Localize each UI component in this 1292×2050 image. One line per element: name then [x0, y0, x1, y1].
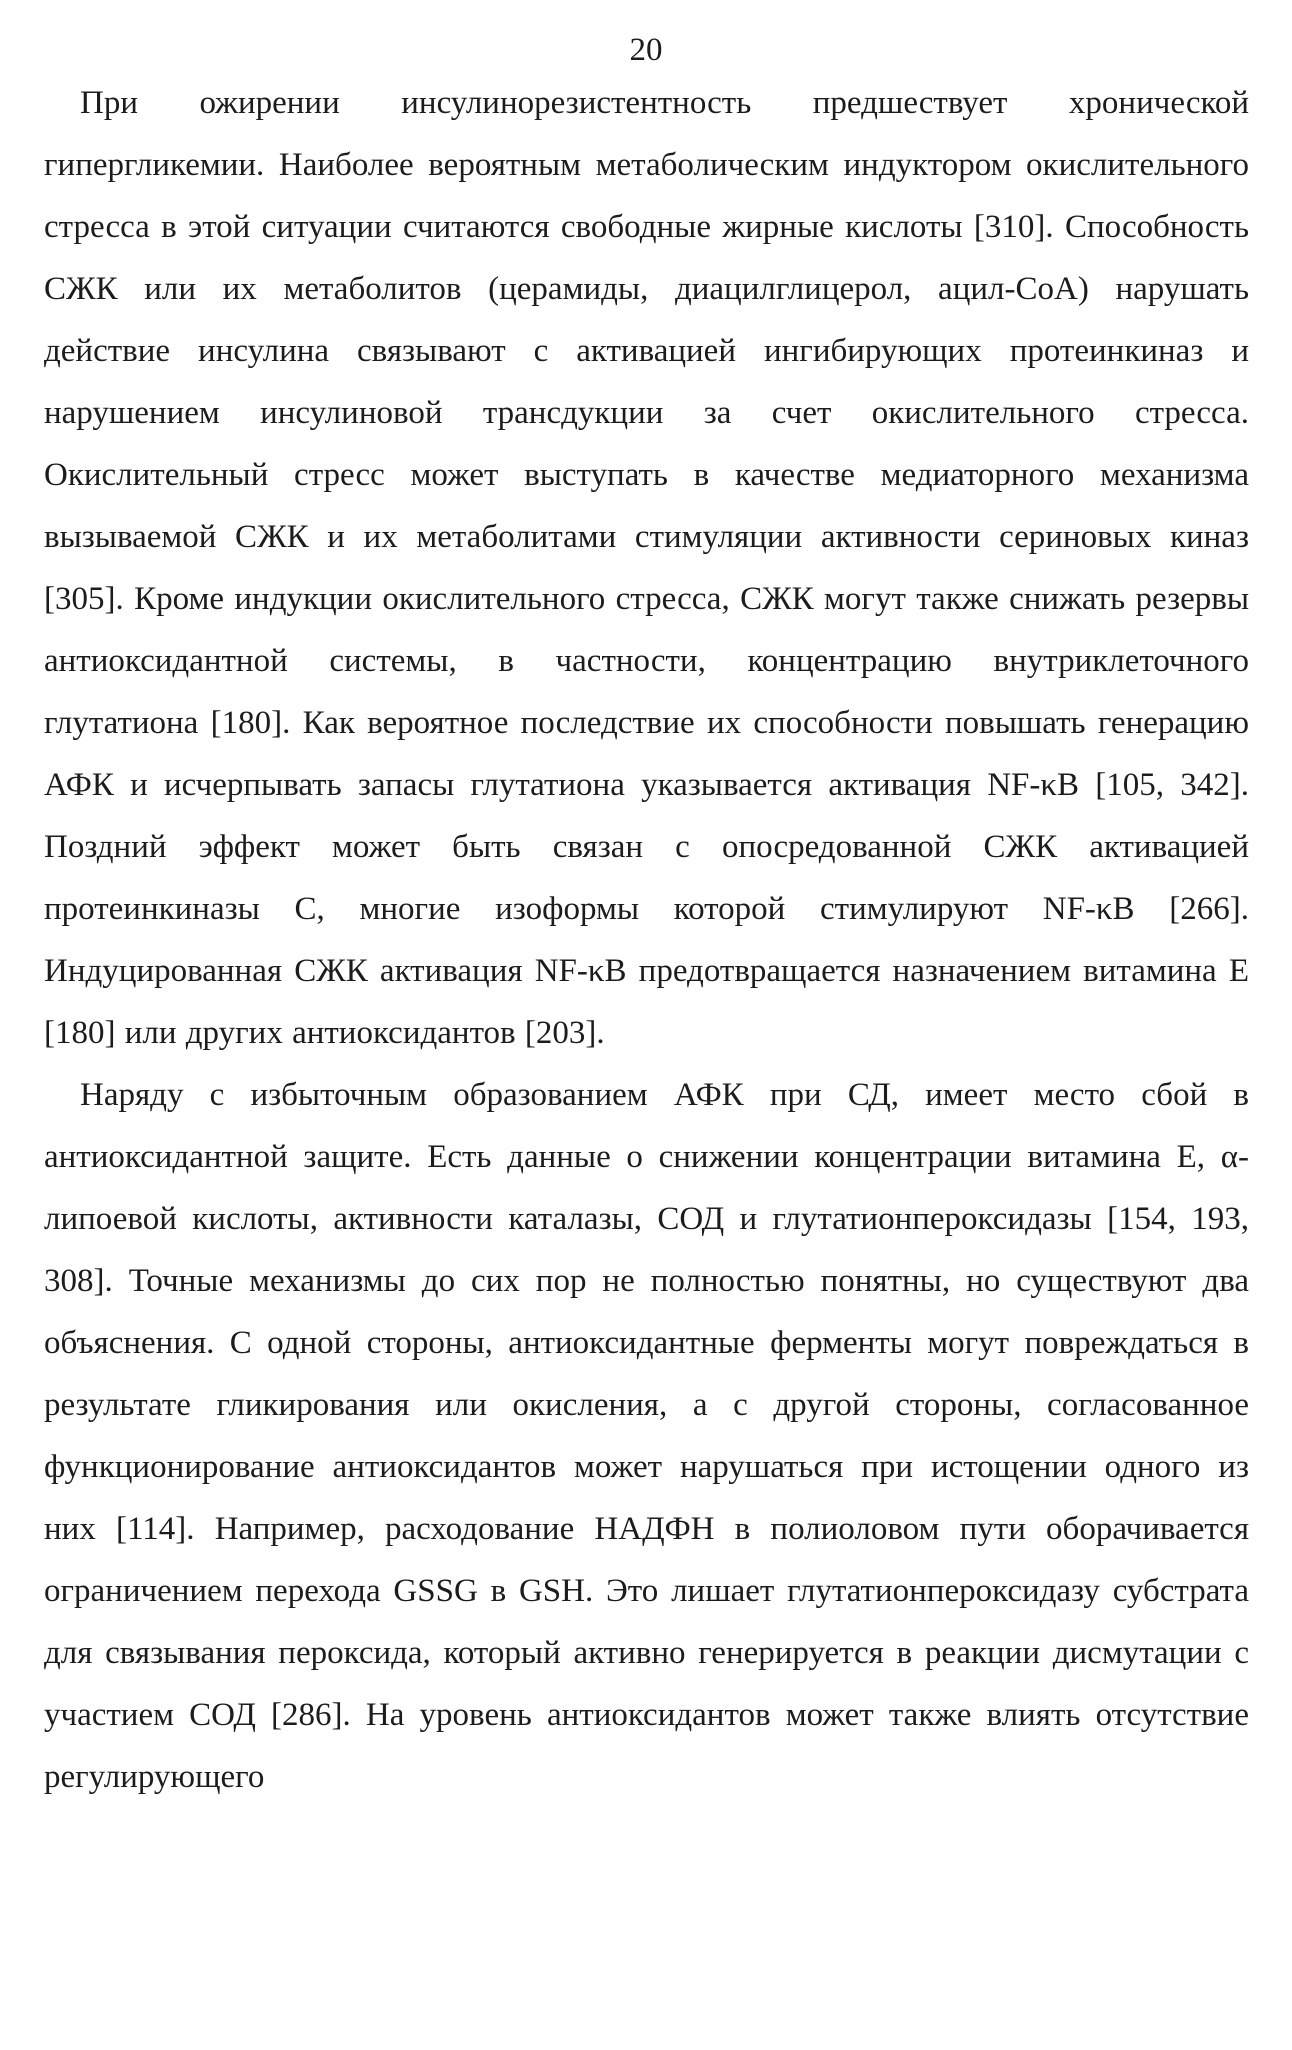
page-number: 20 — [629, 32, 663, 68]
paragraph-2: Наряду с избыточным образованием АФК при СД, имеет место сбой в антиоксидантной защите. Есть данные о снижении концентрации витамина Е, α-липоевой кислоты, активности каталазы, СОД и глутатионпероксидазы [154, 193, 308]. Точные механизмы до сих пор не полностью понятны, но существуют два объяснения. С одной стороны, антиоксидантные ферменты могут повреждаться в результате гликирования или окисления, а с другой стороны, согласованное функционирование антиоксидантов может нарушаться при истощении одного из них [114]. Например, расходование НАДФН в полиоловом пути оборачивается ограничением перехода GSSG в GSH. Это лишает глутатионпероксидазу субстрата для связывания пероксида, который активно генерируется в реакции дисмутации с участием СОД [286]. На уровень антиоксидантов может также влиять отсутствие регулирующего — [44, 1077, 1249, 1795]
text-body — [44, 72, 1249, 1808]
paragraph-1: При ожирении инсулинорезистентность предшествует хронической гипергликемии. Наиболее вероятным метаболическим индуктором окислительного стресса в этой ситуации считаются свободные жирные кислоты [310]. Способность СЖК или их метаболитов (церамиды, диацилглицерол, ацил-CoA) нарушать действие инсулина связывают с активацией ингибирующих протеинкиназ и нарушением инсулиновой трансдукции за счет окислительного стресса. Окислительный стресс может выступать в качестве медиаторного механизма вызываемой СЖК и их метаболитами стимуляции активности сериновых киназ [305]. Кроме индукции окислительного стресса, СЖК могут также снижать резервы антиоксидантной системы, в частности, концентрацию внутриклеточного глутатиона [180]. Как вероятное последствие их способности повышать генерацию АФК и исчерпывать запасы глутатиона указывается активация NF-κB [105, 342]. Поздний эффект может быть связан с опосредованной СЖК активацией протеинкиназы С, многие изоформы которой стимулируют NF-κB [266]. Индуцированная СЖК активация NF-κB предотвращается назначением витамина Е [180] или других антиоксидантов [203]. — [44, 85, 1249, 1051]
